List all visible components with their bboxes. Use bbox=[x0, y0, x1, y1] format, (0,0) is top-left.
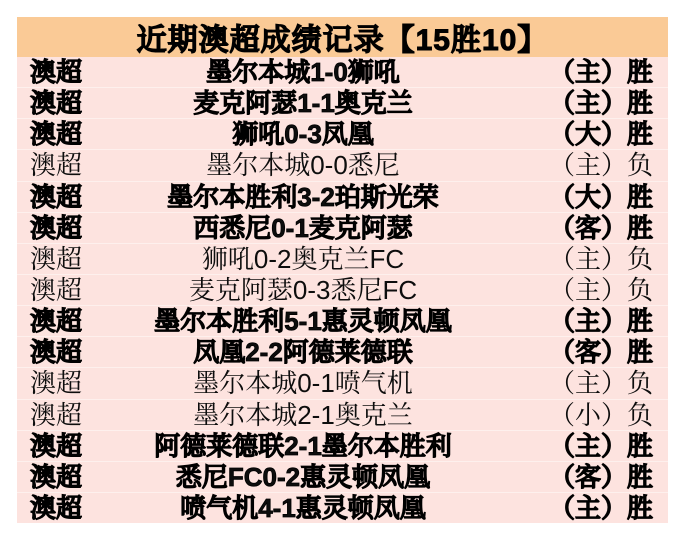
match-row bbox=[17, 274, 668, 305]
match-result: （客）胜 bbox=[548, 212, 653, 243]
match-row bbox=[17, 492, 668, 523]
match-score: 狮吼0-3凤凰 bbox=[232, 119, 374, 150]
league-label: 澳超 bbox=[30, 430, 83, 461]
match-row bbox=[17, 57, 668, 87]
league-label: 澳超 bbox=[30, 306, 83, 337]
match-row bbox=[17, 461, 668, 492]
match-score: 墨尔本城0-0悉尼 bbox=[206, 150, 400, 181]
match-score: 喷气机4-1惠灵顿凤凰 bbox=[180, 493, 426, 524]
league-label: 澳超 bbox=[30, 368, 83, 399]
league-label: 澳超 bbox=[30, 57, 83, 88]
league-label: 澳超 bbox=[30, 150, 83, 181]
match-row bbox=[17, 367, 668, 398]
results-table bbox=[17, 57, 668, 523]
league-label: 澳超 bbox=[30, 119, 83, 150]
match-result: （主）胜 bbox=[548, 57, 653, 88]
match-score: 墨尔本城1-0狮吼 bbox=[206, 57, 400, 88]
match-result: （主）负 bbox=[548, 368, 653, 399]
match-row bbox=[17, 212, 668, 243]
match-row bbox=[17, 118, 668, 149]
league-label: 澳超 bbox=[30, 337, 83, 368]
match-result: （大）胜 bbox=[548, 181, 653, 212]
match-result: （主）负 bbox=[548, 243, 653, 274]
match-row bbox=[17, 87, 668, 118]
match-result: （客）胜 bbox=[548, 337, 653, 368]
match-result: （主）胜 bbox=[548, 306, 653, 337]
match-result: （大）胜 bbox=[548, 119, 653, 150]
match-result: （主）负 bbox=[548, 275, 653, 306]
league-label: 澳超 bbox=[30, 88, 83, 119]
match-score: 西悉尼0-1麦克阿瑟 bbox=[193, 212, 413, 243]
match-row bbox=[17, 149, 668, 180]
match-result: （主）胜 bbox=[548, 88, 653, 119]
match-result: （主）胜 bbox=[548, 493, 653, 524]
page-title: 近期澳超成绩记录【15胜10】 bbox=[136, 24, 549, 57]
match-result: （主）胜 bbox=[548, 430, 653, 461]
match-row bbox=[17, 430, 668, 461]
match-score: 墨尔本胜利5-1惠灵顿凤凰 bbox=[154, 306, 452, 337]
league-label: 澳超 bbox=[30, 212, 83, 243]
match-row bbox=[17, 305, 668, 336]
match-score: 凤凰2-2阿德莱德联 bbox=[193, 337, 413, 368]
league-label: 澳超 bbox=[30, 275, 83, 306]
match-row bbox=[17, 181, 668, 212]
match-score: 麦克阿瑟0-3悉尼FC bbox=[188, 275, 418, 306]
match-score: 阿德莱德联2-1墨尔本胜利 bbox=[154, 430, 452, 461]
match-score: 悉尼FC0-2惠灵顿凤凰 bbox=[175, 461, 431, 492]
match-result: （主）负 bbox=[548, 150, 653, 181]
league-label: 澳超 bbox=[30, 181, 83, 212]
match-score: 墨尔本城0-1喷气机 bbox=[193, 368, 413, 399]
match-score: 墨尔本胜利3-2珀斯光荣 bbox=[167, 181, 439, 212]
match-score: 墨尔本城2-1奥克兰 bbox=[193, 399, 413, 430]
title-bar bbox=[17, 17, 668, 57]
league-label: 澳超 bbox=[30, 243, 83, 274]
match-result: （小）负 bbox=[548, 399, 653, 430]
match-score: 麦克阿瑟1-1奥克兰 bbox=[193, 88, 413, 119]
match-score: 狮吼0-2奥克兰FC bbox=[201, 243, 405, 274]
match-row bbox=[17, 243, 668, 274]
league-label: 澳超 bbox=[30, 493, 83, 524]
match-row bbox=[17, 336, 668, 367]
league-label: 澳超 bbox=[30, 461, 83, 492]
match-result: （客）胜 bbox=[548, 461, 653, 492]
match-row bbox=[17, 399, 668, 430]
league-label: 澳超 bbox=[30, 399, 83, 430]
results-card bbox=[17, 17, 668, 523]
